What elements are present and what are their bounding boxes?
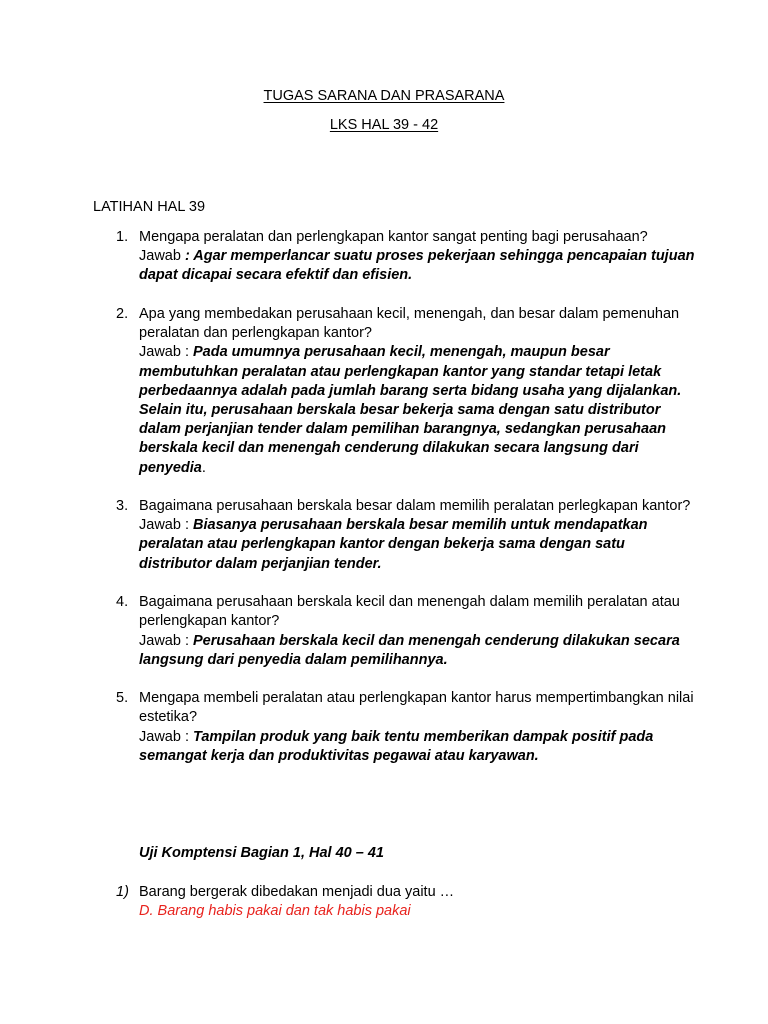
question-number: 5. [116, 690, 129, 707]
document-subtitle: LKS HAL 39 - 42 [329, 117, 439, 133]
mc-number: 1) [116, 884, 129, 900]
document-title: TUGAS SARANA DAN PRASARANA [263, 88, 505, 104]
answer-prefix: Jawab : [139, 517, 193, 534]
answer-text [139, 632, 699, 670]
question-item [0, 305, 768, 478]
question-number: 4. [116, 594, 129, 611]
section-heading: LATIHAN HAL 39 [93, 199, 206, 215]
question-item [0, 228, 768, 286]
answer-prefix: Jawab : [139, 632, 193, 649]
answer-text [139, 728, 699, 766]
question-list [0, 228, 768, 785]
answer-text [139, 516, 699, 574]
mc-answer-choice: D. Barang habis pakai dan tak habis pakai [139, 903, 411, 920]
question-text: Bagaimana perusahaan berskala kecil dan menengah dalam memilih peralatan atau perlengkapan kantor? [139, 594, 680, 630]
mc-question-text: Barang bergerak dibedakan menjadi dua yaitu … [139, 884, 455, 900]
answer-body: : Agar memperlancar suatu proses pekerjaan sehingga pencapaian tujuan dapat dicapai secara efektif dan efisien. [139, 248, 695, 284]
answer-suffix: . [201, 459, 206, 476]
answer-body: Biasanya perusahaan berskala besar memilih untuk mendapatkan peralatan atau perlengkapan kantor dengan bekerja sama dengan satu distributor dalam perjanjian tender. [139, 517, 648, 572]
question-item [0, 689, 768, 766]
answer-prefix: Jawab : [139, 344, 193, 361]
answer-prefix: Jawab [139, 248, 185, 265]
question-text: Apa yang membedakan perusahaan kecil, menengah, dan besar dalam pemenuhan peralatan dan perlengkapan kantor? [139, 305, 680, 342]
answer-text [139, 247, 699, 285]
answer-body: Perusahaan berskala kecil dan menengah cenderung dilakukan secara langsung dari penyedia dalam pemilihannya. [139, 632, 680, 668]
question-number: 3. [116, 498, 129, 515]
answer-body: Pada umumnya perusahaan kecil, menengah, maupun besar membutuhkan peralatan atau perlengkapan kantor yang standar tetapi letak perbedaannya adalah pada jumlah barang serta bidang usaha yang dijalankan. Selain itu, perusahaan berskala besar bekerja sama dengan satu distributor dalam perjanjian tender dalam pemilihan barangnya, sedangkan perusahaan berskala kecil dan menengah cenderung dilakukan secara langsung dari penyedia [139, 344, 682, 476]
answer-text [139, 343, 699, 477]
question-text: Bagaimana perusahaan berskala besar dalam memilih peralatan perlegkapan kantor? [139, 498, 691, 515]
question-item [0, 497, 768, 574]
answer-prefix: Jawab : [139, 728, 193, 745]
question-item [0, 593, 768, 670]
question-number: 1. [116, 229, 129, 245]
multiple-choice-item [0, 883, 768, 921]
question-text: Mengapa peralatan dan perlengkapan kantor sangat penting bagi perusahaan? [139, 229, 648, 245]
question-number: 2. [116, 305, 129, 322]
answer-body: Tampilan produk yang baik tentu memberikan dampak positif pada semangat kerja dan produktivitas pegawai atau karyawan. [139, 728, 654, 764]
uji-kompetensi-heading: Uji Komptensi Bagian 1, Hal 40 – 41 [139, 845, 384, 861]
question-text: Mengapa membeli peralatan atau perlengkapan kantor harus mempertimbangkan nilai estetika? [139, 690, 694, 726]
